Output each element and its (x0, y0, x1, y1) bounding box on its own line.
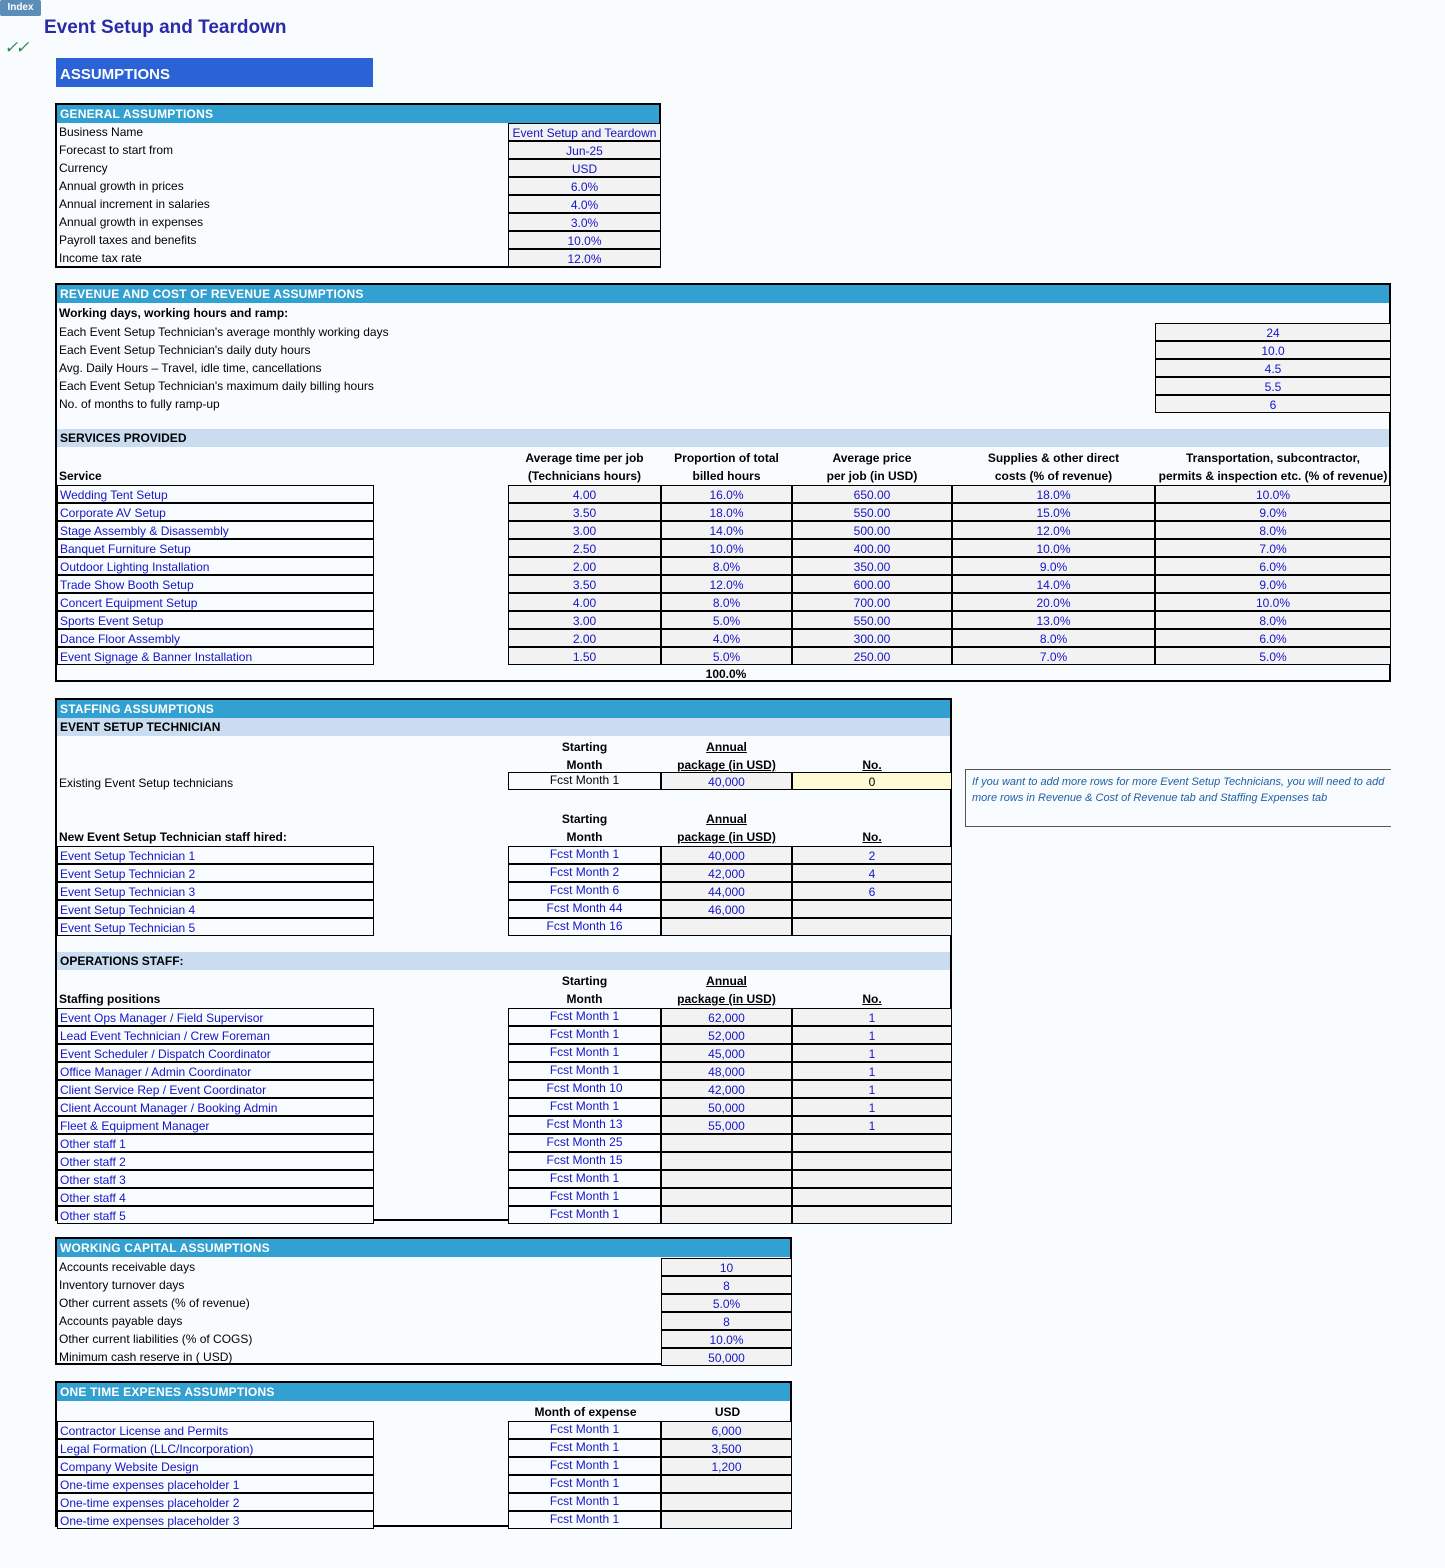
checkmark-icon: ✓✓ (4, 38, 27, 57)
ops-header: OPERATIONS STAFF: (57, 952, 950, 970)
technician-name[interactable]: Event Setup Technician 4 (57, 900, 374, 918)
service-col-header: costs (% of revenue) (994, 469, 1113, 483)
start-month[interactable]: Fcst Month 10 (508, 1080, 661, 1098)
wc-value[interactable]: 10.0% (661, 1330, 792, 1348)
expense-name[interactable]: One-time expenses placeholder 3 (57, 1511, 374, 1529)
position-name[interactable]: Fleet & Equipment Manager (57, 1116, 374, 1134)
staff-count[interactable] (792, 1152, 952, 1170)
service-value[interactable]: 7.0% (1155, 539, 1391, 557)
start-month[interactable]: Fcst Month 6 (508, 882, 661, 900)
service-value[interactable]: 8.0% (661, 557, 792, 575)
service-value[interactable]: 9.0% (1155, 575, 1391, 593)
general-value[interactable]: Jun-25 (508, 141, 661, 159)
expense-usd[interactable] (661, 1475, 792, 1493)
service-value[interactable]: 1.50 (508, 647, 661, 665)
general-label: Income tax rate (59, 251, 142, 265)
service-value[interactable]: 10.0% (661, 539, 792, 557)
annual-package[interactable] (661, 1170, 792, 1188)
annual-package-header: package (in USD) (677, 830, 776, 844)
service-value[interactable]: 9.0% (952, 557, 1155, 575)
starting-month-header: Month (566, 758, 603, 772)
staff-count[interactable]: 1 (792, 1116, 952, 1134)
service-value[interactable]: 300.00 (792, 629, 952, 647)
note-box: If you want to add more rows for more Event Setup Technicians, you will need to add more rows in Revenue & Cost of Revenue tab and Staffing Expenses tab (965, 769, 1391, 827)
service-value[interactable]: 13.0% (952, 611, 1155, 629)
service-value[interactable]: 550.00 (792, 611, 952, 629)
annual-package[interactable]: 40,000 (661, 772, 792, 790)
proportion-total: 100.0% (705, 667, 747, 681)
annual-package[interactable]: 42,000 (661, 864, 792, 882)
position-name[interactable]: Client Account Manager / Booking Admin (57, 1098, 374, 1116)
revenue-section (55, 283, 1391, 682)
general-label: Forecast to start from (59, 143, 174, 157)
service-col-header: Proportion of total (674, 451, 779, 465)
annual-package[interactable]: 62,000 (661, 1008, 792, 1026)
service-col-header: per job (in USD) (826, 469, 918, 483)
service-value[interactable]: 8.0% (1155, 611, 1391, 629)
staff-count[interactable]: 2 (792, 846, 952, 864)
service-name[interactable]: Event Signage & Banner Installation (57, 647, 374, 665)
start-month[interactable]: Fcst Month 15 (508, 1152, 661, 1170)
service-value[interactable]: 4.00 (508, 485, 661, 503)
technician-name[interactable]: Event Setup Technician 3 (57, 882, 374, 900)
assumptions-banner: ASSUMPTIONS (56, 58, 373, 87)
position-name[interactable]: Event Scheduler / Dispatch Coordinator (57, 1044, 374, 1062)
general-assumptions-section (55, 103, 661, 268)
position-name[interactable]: Event Ops Manager / Field Supervisor (57, 1008, 374, 1026)
expense-month[interactable]: Fcst Month 1 (508, 1421, 661, 1439)
service-name[interactable]: Concert Equipment Setup (57, 593, 374, 611)
service-value[interactable]: 2.00 (508, 557, 661, 575)
service-value[interactable]: 8.0% (1155, 521, 1391, 539)
annual-package[interactable]: 45,000 (661, 1044, 792, 1062)
general-value[interactable]: 10.0% (508, 231, 661, 249)
wc-label: Inventory turnover days (59, 1278, 185, 1292)
annual-package-header: Annual (706, 974, 747, 988)
service-value[interactable]: 500.00 (792, 521, 952, 539)
service-value[interactable]: 2.50 (508, 539, 661, 557)
working-capital-section (55, 1237, 792, 1365)
working-value[interactable]: 10.0 (1155, 341, 1391, 359)
service-value[interactable]: 4.0% (661, 629, 792, 647)
service-value[interactable]: 400.00 (792, 539, 952, 557)
technician-subheader: EVENT SETUP TECHNICIAN (57, 718, 950, 736)
service-col-header: Supplies & other direct (987, 451, 1120, 465)
service-value[interactable]: 5.0% (661, 647, 792, 665)
wc-value[interactable]: 5.0% (661, 1294, 792, 1312)
annual-package[interactable]: 44,000 (661, 882, 792, 900)
expense-name[interactable]: Legal Formation (LLC/Incorporation) (57, 1439, 374, 1457)
annual-package-header: package (in USD) (677, 992, 776, 1006)
expense-month[interactable]: Fcst Month 1 (508, 1511, 661, 1529)
annual-package[interactable]: 52,000 (661, 1026, 792, 1044)
service-value[interactable]: 250.00 (792, 647, 952, 665)
service-name[interactable]: Trade Show Booth Setup (57, 575, 374, 593)
annual-package[interactable] (661, 1206, 792, 1224)
wc-label: Accounts receivable days (59, 1260, 196, 1274)
service-value[interactable]: 5.0% (1155, 647, 1391, 665)
service-name[interactable]: Dance Floor Assembly (57, 629, 374, 647)
new-staff-title: New Event Setup Technician staff hired: (59, 830, 287, 844)
position-name[interactable]: Lead Event Technician / Crew Foreman (57, 1026, 374, 1044)
starting-month-header: Month (566, 992, 603, 1006)
general-label: Business Name (59, 125, 144, 139)
page-title: Event Setup and Teardown (44, 17, 287, 38)
technician-name[interactable]: Event Setup Technician 5 (57, 918, 374, 936)
service-value[interactable]: 8.0% (952, 629, 1155, 647)
start-month[interactable]: Fcst Month 25 (508, 1134, 661, 1152)
annual-package[interactable]: 40,000 (661, 846, 792, 864)
service-value[interactable]: 550.00 (792, 503, 952, 521)
expense-usd[interactable] (661, 1493, 792, 1511)
existing-label: Existing Event Setup technicians (59, 776, 234, 790)
service-name[interactable]: Corporate AV Setup (57, 503, 374, 521)
service-value[interactable]: 700.00 (792, 593, 952, 611)
service-name[interactable]: Banquet Furniture Setup (57, 539, 374, 557)
staff-count[interactable]: 1 (792, 1080, 952, 1098)
working-label: Each Event Setup Technician's daily duty hours (59, 343, 311, 357)
expense-name[interactable]: One-time expenses placeholder 2 (57, 1493, 374, 1511)
general-label: Annual increment in salaries (59, 197, 210, 211)
expense-name[interactable]: Contractor License and Permits (57, 1421, 374, 1439)
service-col-header: Service (59, 469, 102, 483)
annual-package[interactable]: 42,000 (661, 1080, 792, 1098)
annual-package[interactable]: 48,000 (661, 1062, 792, 1080)
service-value[interactable]: 3.50 (508, 503, 661, 521)
expense-month[interactable]: Fcst Month 1 (508, 1475, 661, 1493)
one-time-section (55, 1381, 792, 1527)
start-month[interactable]: Fcst Month 1 (508, 1098, 661, 1116)
service-value[interactable]: 10.0% (1155, 485, 1391, 503)
position-name[interactable]: Other staff 4 (57, 1188, 374, 1206)
service-value[interactable]: 2.00 (508, 629, 661, 647)
working-value[interactable]: 6 (1155, 395, 1391, 413)
annual-package[interactable]: 50,000 (661, 1098, 792, 1116)
wc-label: Minimum cash reserve in ( USD) (59, 1350, 233, 1364)
annual-package-header: package (in USD) (677, 758, 776, 772)
starting-month-header: Starting (561, 740, 608, 754)
general-header: GENERAL ASSUMPTIONS (57, 105, 659, 123)
service-value[interactable]: 10.0% (952, 539, 1155, 557)
working-label: Each Event Setup Technician's average monthly working days (59, 325, 389, 339)
service-col-header: billed hours (692, 469, 761, 483)
service-name[interactable]: Wedding Tent Setup (57, 485, 374, 503)
service-value[interactable]: 10.0% (1155, 593, 1391, 611)
service-col-header: (Technicians hours) (527, 469, 642, 483)
service-value[interactable]: 6.0% (1155, 629, 1391, 647)
service-value[interactable]: 9.0% (1155, 503, 1391, 521)
existing-count[interactable]: 0 (792, 772, 952, 790)
expense-name[interactable]: Company Website Design (57, 1457, 374, 1475)
revenue-header: REVENUE AND COST OF REVENUE ASSUMPTIONS (57, 285, 1389, 303)
staff-count[interactable]: 1 (792, 1062, 952, 1080)
technician-name[interactable]: Event Setup Technician 1 (57, 846, 374, 864)
wc-value[interactable]: 50,000 (661, 1348, 792, 1366)
start-month[interactable]: Fcst Month 1 (508, 1188, 661, 1206)
number-header: No. (862, 758, 882, 772)
working-value[interactable]: 24 (1155, 323, 1391, 341)
ot-usd-header: USD (714, 1405, 741, 1419)
general-value[interactable]: 6.0% (508, 177, 661, 195)
start-month[interactable]: Fcst Month 16 (508, 918, 661, 936)
expense-usd[interactable] (661, 1511, 792, 1529)
service-value[interactable]: 14.0% (661, 521, 792, 539)
ot-header: ONE TIME EXPENES ASSUMPTIONS (57, 1383, 790, 1401)
annual-package[interactable] (661, 1134, 792, 1152)
general-label: Payroll taxes and benefits (59, 233, 197, 247)
staff-count[interactable]: 1 (792, 1026, 952, 1044)
working-title: Working days, working hours and ramp: (59, 306, 289, 320)
general-value[interactable]: 4.0% (508, 195, 661, 213)
staff-count[interactable]: 1 (792, 1044, 952, 1062)
ops-title: Staffing positions (59, 992, 161, 1006)
service-value[interactable]: 8.0% (661, 593, 792, 611)
staff-count[interactable]: 1 (792, 1008, 952, 1026)
annual-package-header: Annual (706, 812, 747, 826)
staff-count[interactable] (792, 1188, 952, 1206)
position-name[interactable]: Office Manager / Admin Coordinator (57, 1062, 374, 1080)
expense-month[interactable]: Fcst Month 1 (508, 1439, 661, 1457)
staff-count[interactable] (792, 900, 952, 918)
annual-package[interactable]: 55,000 (661, 1116, 792, 1134)
start-month[interactable]: Fcst Month 1 (508, 1170, 661, 1188)
starting-month-header: Starting (561, 974, 608, 988)
service-value[interactable]: 4.00 (508, 593, 661, 611)
wc-label: Accounts payable days (59, 1314, 183, 1328)
expense-usd[interactable]: 6,000 (661, 1421, 792, 1439)
service-col-header: Transportation, subcontractor, (1185, 451, 1361, 465)
staffing-section (55, 698, 952, 1221)
service-value[interactable]: 18.0% (952, 485, 1155, 503)
staff-count[interactable] (792, 1206, 952, 1224)
expense-month[interactable]: Fcst Month 1 (508, 1493, 661, 1511)
start-month[interactable]: Fcst Month 1 (508, 1044, 661, 1062)
service-col-header: Average price (832, 451, 912, 465)
working-value[interactable]: 4.5 (1155, 359, 1391, 377)
service-name[interactable]: Sports Event Setup (57, 611, 374, 629)
service-value[interactable]: 3.50 (508, 575, 661, 593)
ot-month-header: Month of expense (534, 1405, 637, 1419)
general-label: Annual growth in expenses (59, 215, 204, 229)
expense-month[interactable]: Fcst Month 1 (508, 1457, 661, 1475)
working-label: Avg. Daily Hours – Travel, idle time, cancellations (59, 361, 322, 375)
wc-label: Other current assets (% of revenue) (59, 1296, 250, 1310)
start-month[interactable]: Fcst Month 1 (508, 1008, 661, 1026)
number-header: No. (862, 992, 882, 1006)
annual-package[interactable] (661, 1188, 792, 1206)
service-name[interactable]: Stage Assembly & Disassembly (57, 521, 374, 539)
general-label: Currency (59, 161, 108, 175)
service-value[interactable]: 3.00 (508, 521, 661, 539)
annual-package[interactable] (661, 918, 792, 936)
service-value[interactable]: 5.0% (661, 611, 792, 629)
service-value[interactable]: 350.00 (792, 557, 952, 575)
staff-count[interactable]: 6 (792, 882, 952, 900)
general-value[interactable]: 3.0% (508, 213, 661, 231)
service-col-header: Average time per job (525, 451, 644, 465)
expense-name[interactable]: One-time expenses placeholder 1 (57, 1475, 374, 1493)
start-month[interactable]: Fcst Month 44 (508, 900, 661, 918)
service-col-header: permits & inspection etc. (% of revenue) (1158, 469, 1388, 483)
index-tab[interactable]: Index (0, 0, 41, 16)
working-label: No. of months to fully ramp-up (59, 397, 220, 411)
start-month[interactable]: Fcst Month 1 (508, 772, 661, 790)
service-value[interactable]: 20.0% (952, 593, 1155, 611)
staff-count[interactable] (792, 918, 952, 936)
starting-month-header: Starting (561, 812, 608, 826)
number-header: No. (862, 830, 882, 844)
working-label: Each Event Setup Technician's maximum daily billing hours (59, 379, 374, 393)
technician-name[interactable]: Event Setup Technician 2 (57, 864, 374, 882)
staff-count[interactable] (792, 1170, 952, 1188)
expense-usd[interactable]: 3,500 (661, 1439, 792, 1457)
staff-count[interactable] (792, 1134, 952, 1152)
wc-header: WORKING CAPITAL ASSUMPTIONS (57, 1239, 790, 1257)
position-name[interactable]: Other staff 1 (57, 1134, 374, 1152)
service-value[interactable]: 14.0% (952, 575, 1155, 593)
annual-package-header: Annual (706, 740, 747, 754)
service-value[interactable]: 6.0% (1155, 557, 1391, 575)
position-name[interactable]: Other staff 3 (57, 1170, 374, 1188)
service-value[interactable]: 600.00 (792, 575, 952, 593)
general-label: Annual growth in prices (59, 179, 184, 193)
service-value[interactable]: 3.00 (508, 611, 661, 629)
service-name[interactable]: Outdoor Lighting Installation (57, 557, 374, 575)
service-value[interactable]: 12.0% (661, 575, 792, 593)
staffing-header: STAFFING ASSUMPTIONS (57, 700, 950, 718)
start-month[interactable]: Fcst Month 13 (508, 1116, 661, 1134)
starting-month-header: Month (566, 830, 603, 844)
general-value[interactable]: Event Setup and Teardown (508, 123, 661, 141)
staff-count[interactable]: 1 (792, 1098, 952, 1116)
annual-package[interactable] (661, 1152, 792, 1170)
staff-count[interactable]: 4 (792, 864, 952, 882)
wc-label: Other current liabilities (% of COGS) (59, 1332, 253, 1346)
position-name[interactable]: Other staff 5 (57, 1206, 374, 1224)
start-month[interactable]: Fcst Month 1 (508, 1062, 661, 1080)
start-month[interactable]: Fcst Month 1 (508, 1026, 661, 1044)
service-value[interactable]: 650.00 (792, 485, 952, 503)
wc-value[interactable]: 8 (661, 1276, 792, 1294)
start-month[interactable]: Fcst Month 1 (508, 846, 661, 864)
wc-value[interactable]: 10 (661, 1258, 792, 1276)
general-value[interactable]: 12.0% (508, 249, 661, 267)
annual-package[interactable]: 46,000 (661, 900, 792, 918)
wc-value[interactable]: 8 (661, 1312, 792, 1330)
service-value[interactable]: 12.0% (952, 521, 1155, 539)
services-header: SERVICES PROVIDED (57, 429, 1389, 447)
service-value[interactable]: 15.0% (952, 503, 1155, 521)
general-value[interactable]: USD (508, 159, 661, 177)
service-value[interactable]: 7.0% (952, 647, 1155, 665)
position-name[interactable]: Other staff 2 (57, 1152, 374, 1170)
working-value[interactable]: 5.5 (1155, 377, 1391, 395)
start-month[interactable]: Fcst Month 1 (508, 1206, 661, 1224)
position-name[interactable]: Client Service Rep / Event Coordinator (57, 1080, 374, 1098)
service-value[interactable]: 16.0% (661, 485, 792, 503)
expense-usd[interactable]: 1,200 (661, 1457, 792, 1475)
service-value[interactable]: 18.0% (661, 503, 792, 521)
start-month[interactable]: Fcst Month 2 (508, 864, 661, 882)
